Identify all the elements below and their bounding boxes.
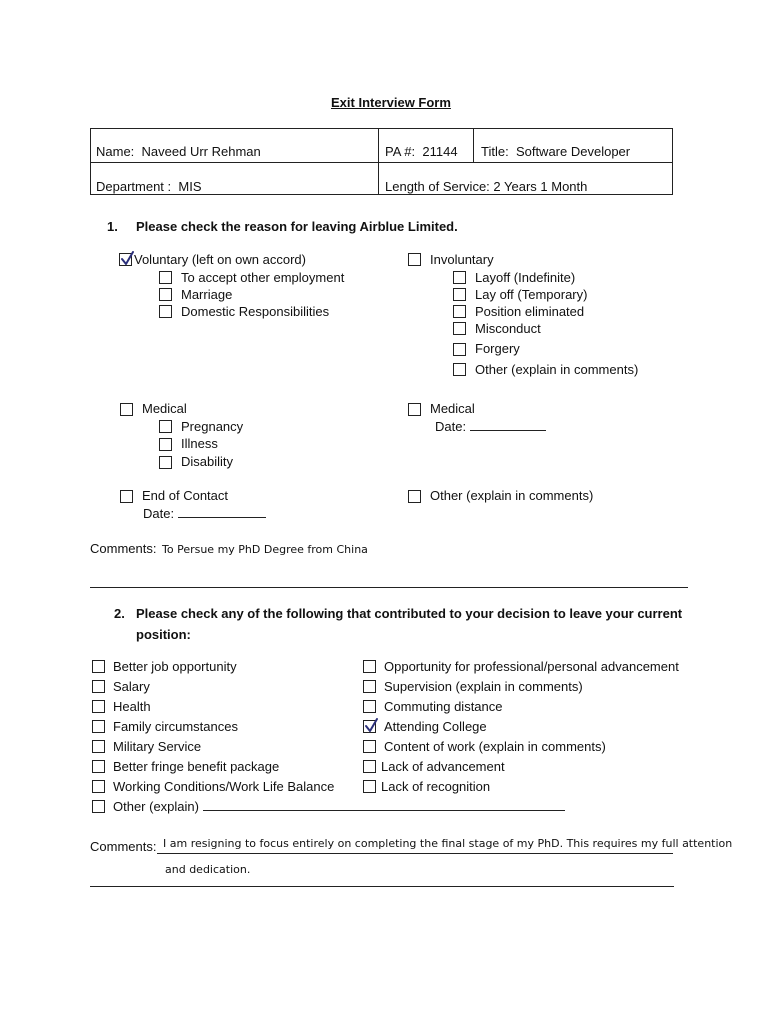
medical-sub-label: Illness (181, 436, 218, 451)
reason-label: Other (explain) (113, 799, 199, 814)
medical-date-label: Date: (435, 419, 467, 434)
service-cell (385, 179, 587, 195)
section1-comments-label: Comments: (90, 541, 157, 556)
name-label: Name: (96, 144, 135, 159)
reason-checkbox[interactable] (363, 740, 376, 753)
reason-label: Opportunity for professional/personal advancement (384, 659, 679, 674)
section2-comments-label: Comments: (90, 839, 157, 854)
involuntary-sub-checkbox[interactable] (453, 305, 466, 318)
section2-comments-line1[interactable]: I am resigning to focus entirely on completing the final stage of my PhD. This requires my full attention (163, 837, 733, 850)
voluntary-checkbox[interactable] (119, 253, 132, 266)
involuntary-sub-checkbox[interactable] (453, 271, 466, 284)
pa-cell (385, 144, 458, 160)
medical-sub-checkbox[interactable] (159, 456, 172, 469)
table-column-divider (378, 129, 379, 194)
reason-checkbox[interactable] (92, 760, 105, 773)
section1-number: 1. (107, 219, 118, 234)
involuntary-sub-checkbox[interactable] (453, 322, 466, 335)
section1-comments-value[interactable]: To Persue my PhD Degree from China (162, 543, 368, 556)
voluntary-sub-label: To accept other employment (181, 270, 345, 285)
section1-heading: Please check the reason for leaving Airblue Limited. (136, 219, 458, 234)
form-title: Exit Interview Form (331, 95, 451, 110)
end-contact-label: End of Contact (142, 488, 228, 503)
reason-checkbox[interactable] (363, 660, 376, 673)
section2-heading-line1: Please check any of the following that contributed to your decision to leave your current (136, 606, 683, 621)
section2-number: 2. (114, 606, 125, 621)
reason-label: Salary (113, 679, 150, 694)
service-label: Length of Service: (385, 179, 490, 194)
other-checkbox[interactable] (408, 490, 421, 503)
reason-label: Content of work (explain in comments) (384, 739, 606, 754)
reason-label: Supervision (explain in comments) (384, 679, 583, 694)
reason-label: Attending College (384, 719, 487, 734)
reason-checkbox[interactable] (363, 760, 376, 773)
medical-sub-label: Pregnancy (181, 419, 244, 434)
reason-label: Lack of recognition (381, 779, 491, 794)
voluntary-sub-checkbox[interactable] (159, 271, 172, 284)
medical-sub-checkbox[interactable] (159, 420, 172, 433)
reason-checkbox[interactable] (92, 680, 105, 693)
checkmark-icon (363, 716, 379, 734)
service-value: 2 Years 1 Month (493, 179, 588, 194)
department-label: Department : (96, 179, 172, 194)
involuntary-sub-label: Misconduct (475, 321, 541, 336)
end-contact-date-field (143, 506, 266, 522)
involuntary-checkbox[interactable] (408, 253, 421, 266)
voluntary-sub-checkbox[interactable] (159, 305, 172, 318)
reason-label: Better job opportunity (113, 659, 237, 674)
end-contact-checkbox[interactable] (120, 490, 133, 503)
employee-info-table (90, 128, 673, 195)
other-label: Other (explain in comments) (430, 488, 594, 503)
reason-checkbox[interactable] (363, 720, 376, 733)
end-contact-date-label: Date: (143, 506, 175, 521)
reason-label: Working Conditions/Work Life Balance (113, 779, 335, 794)
medical-date-input[interactable] (470, 419, 546, 431)
title-cell (481, 144, 630, 160)
section2-comments-line2[interactable]: and dedication. (165, 863, 251, 876)
medical-date-field (435, 419, 546, 435)
voluntary-label: Voluntary (left on own accord) (134, 252, 306, 267)
involuntary-label: Involuntary (430, 252, 494, 267)
other-explain-field (113, 799, 565, 815)
voluntary-sub-label: Marriage (181, 287, 233, 302)
medical-left-label: Medical (142, 401, 187, 416)
involuntary-sub-label: Forgery (475, 341, 520, 356)
department-value: MIS (178, 179, 202, 194)
reason-checkbox[interactable] (92, 720, 105, 733)
involuntary-sub-label: Lay off (Temporary) (475, 287, 588, 302)
section2-heading-line2: position: (136, 627, 191, 642)
voluntary-sub-checkbox[interactable] (159, 288, 172, 301)
other-explain-input[interactable] (203, 799, 565, 811)
reason-checkbox[interactable] (363, 700, 376, 713)
table-column-divider (473, 129, 474, 162)
reason-label: Commuting distance (384, 699, 503, 714)
reason-checkbox[interactable] (92, 800, 105, 813)
reason-label: Health (113, 699, 151, 714)
medical-sub-label: Disability (181, 454, 234, 469)
reason-checkbox[interactable] (92, 660, 105, 673)
medical-sub-checkbox[interactable] (159, 438, 172, 451)
reason-checkbox[interactable] (92, 740, 105, 753)
title-label: Title: (481, 144, 509, 159)
reason-checkbox[interactable] (363, 680, 376, 693)
comments-underline (157, 853, 673, 854)
pa-label: PA #: (385, 144, 416, 159)
involuntary-sub-checkbox[interactable] (453, 343, 466, 356)
end-contact-date-input[interactable] (178, 506, 266, 518)
reason-checkbox[interactable] (363, 780, 376, 793)
involuntary-sub-label: Layoff (Indefinite) (475, 270, 576, 285)
involuntary-sub-label: Position eliminated (475, 304, 585, 319)
involuntary-sub-label: Other (explain in comments) (475, 362, 639, 377)
reason-label: Lack of advancement (381, 759, 505, 774)
checkmark-icon (119, 249, 135, 267)
medical-right-checkbox[interactable] (408, 403, 421, 416)
involuntary-sub-checkbox[interactable] (453, 288, 466, 301)
medical-left-checkbox[interactable] (120, 403, 133, 416)
title-value: Software Developer (515, 144, 631, 159)
table-row-divider (91, 162, 672, 163)
pa-value: 21144 (422, 144, 458, 159)
name-value: Naveed Urr Rehman (141, 144, 261, 159)
reason-label: Military Service (113, 739, 202, 754)
reason-checkbox[interactable] (92, 700, 105, 713)
reason-label: Better fringe benefit package (113, 759, 280, 774)
name-cell (96, 144, 261, 160)
medical-right-label: Medical (430, 401, 475, 416)
comments-underline (90, 587, 688, 588)
reason-label: Family circumstances (113, 719, 238, 734)
voluntary-sub-label: Domestic Responsibilities (181, 304, 330, 319)
comments-underline (90, 886, 674, 887)
department-cell (96, 179, 202, 195)
reason-checkbox[interactable] (92, 780, 105, 793)
involuntary-sub-checkbox[interactable] (453, 363, 466, 376)
